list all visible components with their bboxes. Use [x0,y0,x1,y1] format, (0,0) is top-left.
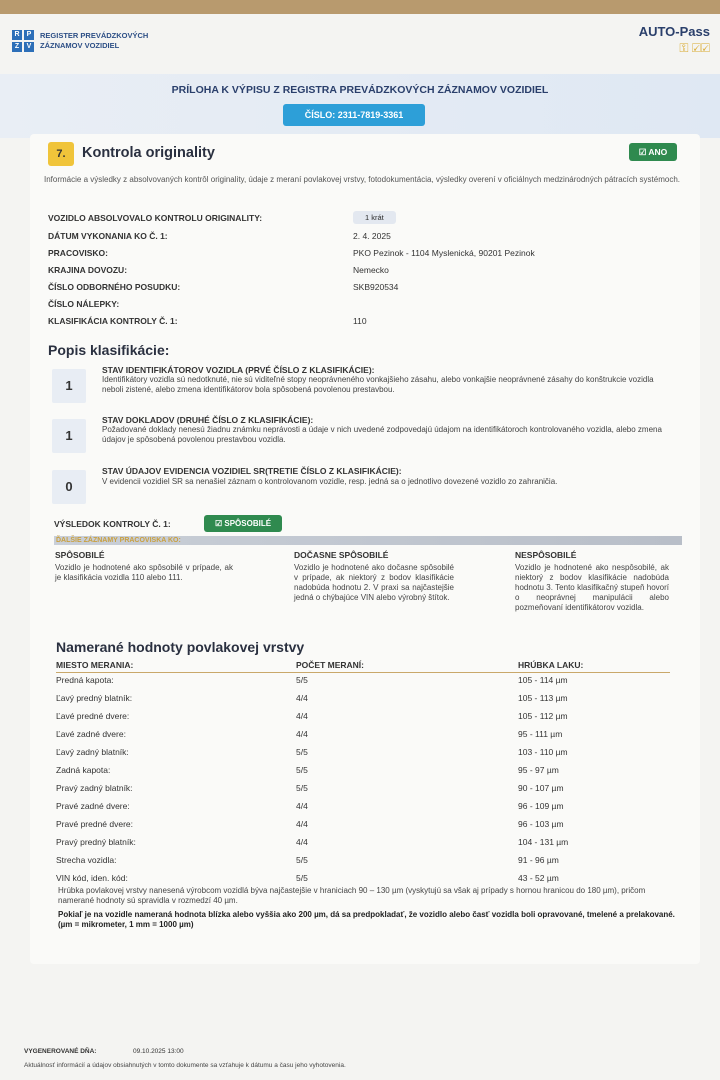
table-row [56,801,670,819]
field-label: KRAJINA DOVOZU: [48,265,128,275]
table-row [56,837,670,855]
cell-thickness: 105 - 113 µm [518,693,568,703]
intro-text: Informácie a výsledky z absolvovaných kontrôl originality, údaje z meraní povlakovej vrstvy, fotodokumentácia, výsledky overení v oficiálnych medzinárodných pátracích systémoch. [44,175,680,184]
sposobile-badge-label: SPÔSOBILÉ [224,519,272,528]
logo-letter: V [24,42,34,52]
logo-letter: P [24,30,34,40]
legend-heading: DOČASNE SPÔSOBILÉ [294,550,389,560]
field-row [48,248,688,264]
cell-count: 4/4 [296,711,308,721]
cell-location: Predná kapota: [56,675,114,685]
legend-column [55,550,233,583]
class-heading: STAV IDENTIFIKÁTOROV VOZIDLA (PRVÉ ČÍSLO Z KLASIFIKÁCIE): [102,365,375,375]
field-row [48,299,688,315]
field-row [48,282,688,298]
field-row [48,231,688,247]
cell-location: Ľavý predný blatník: [56,693,133,703]
ano-badge-label: ANO [648,147,668,157]
background-edge [0,0,720,14]
field-row [48,213,688,229]
vysledok-label: VÝSLEDOK KONTROLY Č. 1: [54,519,171,529]
cell-count: 5/5 [296,765,308,775]
class-digit: 0 [52,470,86,504]
field-label: ČÍSLO ODBORNÉHO POSUDKU: [48,282,181,292]
field-value: 1 krát [353,211,396,224]
cell-thickness: 91 - 96 µm [518,855,559,865]
table-row [56,729,670,747]
field-label: PRACOVISKO: [48,248,108,258]
cell-count: 4/4 [296,819,308,829]
cell-thickness: 103 - 110 µm [518,747,568,757]
field-value: Nemecko [353,265,389,275]
autopass-brand: AUTO-Pass [638,24,710,39]
field-label: ČÍSLO NÁLEPKY: [48,299,120,309]
cell-count: 5/5 [296,783,308,793]
cell-count: 4/4 [296,693,308,703]
cell-count: 4/4 [296,837,308,847]
validity-note: Aktuálnosť informácií a údajov obsiahnutých v tomto dokumente sa vzťahuje k dátumu a času jeho vyhotovenia. [24,1062,346,1069]
cell-thickness: 104 - 131 µm [518,837,569,847]
field-row [48,316,688,332]
dalsie-zaznamy-bar: ĎALŠIE ZÁZNAMY PRACOVISKA KO: [54,536,682,545]
table-row [56,855,670,873]
table-row [56,783,670,801]
table-row [56,711,670,729]
table-row [56,747,670,765]
field-label: VOZIDLO ABSOLVOVALO KONTROLU ORIGINALITY: [48,213,263,223]
sposobile-badge: ☑ SPÔSOBILÉ [204,515,282,532]
logo-line-2: ZÁZNAMOV VOZIDIEL [40,41,120,50]
cell-count: 5/5 [296,873,308,883]
autopass-logo [639,24,710,56]
legend-column [294,550,454,603]
table-row [56,675,670,693]
field-value: 2. 4. 2025 [353,231,391,241]
table-row [56,819,670,837]
generated-label: VYGENEROVANÉ DŇA: [24,1048,97,1055]
thickness-warning: Pokiaľ je na vozidle nameraná hodnota blízka alebo vyššia ako 200 µm, dá sa predpokladať, že vozidlo alebo časť vozidla boli opravované, tmelené a prelakované. (µm = mikrometer, 1 mm = 1000 µm) [58,910,675,929]
legend-heading: SPÔSOBILÉ [55,550,105,560]
cell-location: Pravý predný blatník: [56,837,136,847]
header-count: POČET MERANÍ: [296,660,364,670]
cell-count: 5/5 [296,747,308,757]
cell-count: 5/5 [296,675,308,685]
legend-text: Vozidlo je hodnotené ako spôsobilé v prípade, ak je klasifikácia vozidla 110 alebo 111. [55,563,233,582]
table-row [56,765,670,783]
class-description: V evidencii vozidiel SR sa nenašiel záznam o kontrolovanom vozidle, resp. jedná sa o jednotlivo dovezené vozidlo zo zahraničia. [102,477,558,486]
thickness-note: Hrúbka povlakovej vrstvy nanesená výrobcom vozidlá býva najčastejšie v hraniciach 90 – 130 µm (vyskytujú sa však aj prípady s hornou hranicou do 180 µm), pričom namerané hodnoty sú spravidla v rozmedzí 40 µm. [58,886,646,905]
cell-location: Ľavé zadné dvere: [56,729,126,739]
cell-location: VIN kód, iden. kód: [56,873,128,883]
merania-heading: Namerané hodnoty povlakovej vrstvy [56,639,305,655]
field-value: 110 [353,316,367,326]
cell-thickness: 96 - 103 µm [518,819,564,829]
legend-column [515,550,669,613]
cell-location: Pravé zadné dvere: [56,801,130,811]
document-header [12,24,712,64]
field-value: PKO Pezinok - 1104 Myslenická, 90201 Pezinok [353,248,535,258]
cell-count: 4/4 [296,801,308,811]
class-heading: STAV ÚDAJOV EVIDENCIA VOZIDIEL SR(TRETIE ČÍSLO Z KLASIFIKÁCIE): [102,466,402,476]
logo-letter: Z [12,42,22,52]
class-description: Identifikátory vozidla sú nedotknuté, nie sú viditeľné stopy neoprávneného vonkajšieho zásahu, alebo vonkajšie neoprávnené zásahy do konštrukcie vozidla neboli zistené, alebo zmena identifikátorov bola spôsobená povolenou prestavbou. [102,375,654,394]
cell-thickness: 95 - 97 µm [518,765,559,775]
legend-text: Vozidlo je hodnotené ako dočasne spôsobilé v prípade, ak niektorý z bodov klasifikácie nadobúda hodnotu 2. V praxi sa najčastejšie jedná o chýbajúce VIN alebo výrobný štítok. [294,563,454,602]
legend-text: Vozidlo je hodnotené ako nespôsobilé, ak niektorý z bodov klasifikácie nadobúda hodnotu 3. Tento klasifikačný stupeň hovorí o neoprávnej manipulácii alebo pozmeňovaní identifikátorov vozidla. [515,563,669,612]
class-digit: 1 [52,369,86,403]
cell-count: 5/5 [296,855,308,865]
rpzv-logo-icon [12,30,34,52]
cell-thickness: 105 - 114 µm [518,675,568,685]
cell-location: Strecha vozidla: [56,855,117,865]
cell-thickness: 96 - 109 µm [518,801,564,811]
table-row [56,693,670,711]
field-row [48,265,688,281]
cell-location: Zadná kapota: [56,765,111,775]
rpzv-logo [12,30,148,52]
cell-location: Ľavý zadný blatník: [56,747,129,757]
cell-location: Ľavé predné dvere: [56,711,130,721]
cell-location: Pravé predné dvere: [56,819,134,829]
cell-thickness: 95 - 111 µm [518,729,563,739]
legend-heading: NESPÔSOBILÉ [515,550,577,560]
cell-thickness: 90 - 107 µm [518,783,564,793]
cell-count: 4/4 [296,729,308,739]
popis-heading: Popis klasifikácie: [48,342,170,358]
document-number-badge: ČÍSLO: 2311-7819-3361 [283,104,425,126]
table-header [56,660,670,673]
section-number: 7. [48,142,74,166]
field-label: DÁTUM VYKONANIA KO Č. 1: [48,231,168,241]
car-key-icon: ⚿ ☑☑ [679,41,710,55]
section-title: Kontrola originality [82,145,215,161]
logo-line-1: REGISTER PREVÁDZKOVÝCH [40,31,149,40]
field-label: KLASIFIKÁCIA KONTROLY Č. 1: [48,316,178,326]
cell-location: Pravý zadný blatník: [56,783,133,793]
class-heading: STAV DOKLADOV (DRUHÉ ČÍSLO Z KLASIFIKÁCIE): [102,415,314,425]
header-location: MIESTO MERANIA: [56,660,134,670]
class-digit: 1 [52,419,86,453]
cell-thickness: 105 - 112 µm [518,711,568,721]
header-thickness: HRÚBKA LAKU: [518,660,584,670]
document-title: PRÍLOHA K VÝPISU Z REGISTRA PREVÁDZKOVÝCH ZÁZNAMOV VOZIDIEL [171,84,549,96]
class-description: Požadované doklady nenesú žiadnu známku neprávosti a údaje v nich uvedené zodpovedajú údajom na identifikátoroch kontrolovaného vozidla, alebo zmena údajov je spôsobená povolenou prestavbou vozidla. [102,425,662,444]
generated-value: 09.10.2025 13:00 [133,1048,184,1055]
logo-letter: R [12,30,22,40]
cell-thickness: 43 - 52 µm [518,873,559,883]
field-value: SKB920534 [353,282,399,292]
ano-badge: ☑ ANO [629,143,677,161]
